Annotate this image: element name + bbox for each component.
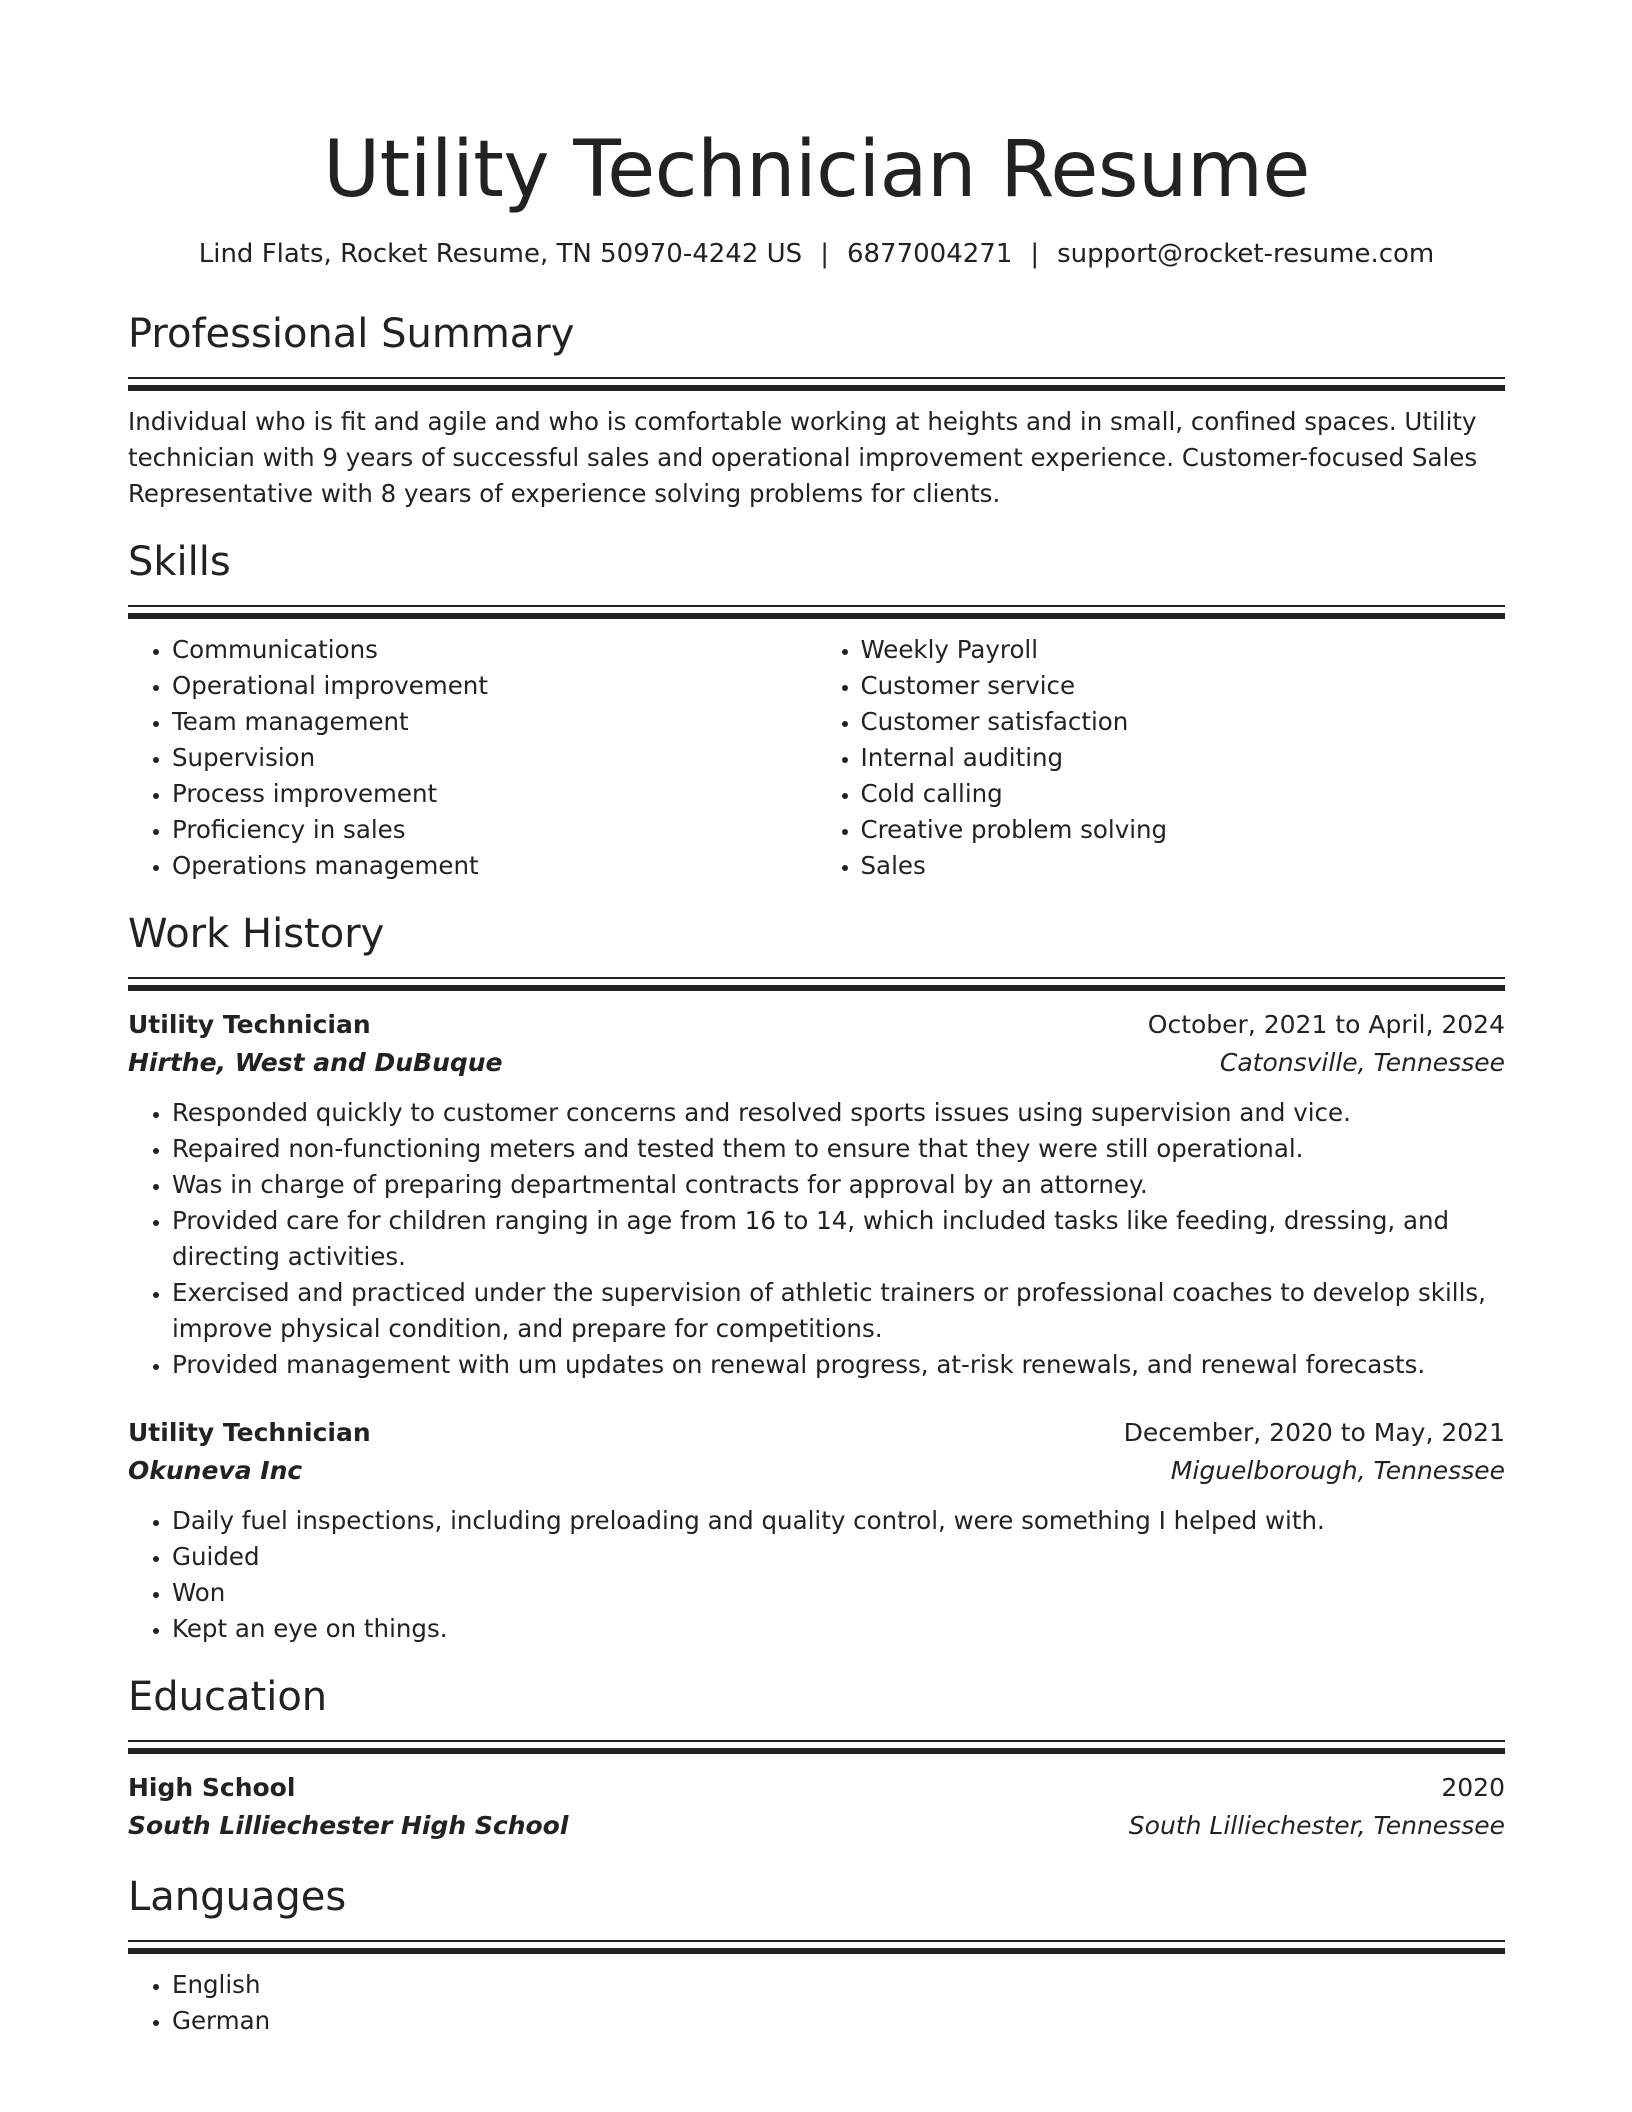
skills-section [128, 538, 1505, 884]
languages-list [128, 1967, 1505, 2039]
skill-item: • Operations management [172, 848, 817, 884]
job-title: Utility Technician [128, 1010, 371, 1039]
education-location: South Lilliechester, Tennessee [1128, 1811, 1505, 1840]
section-rule [128, 1940, 1505, 1954]
job-location: Catonsville, Tennessee [1219, 1048, 1505, 1077]
job-dates: December, 2020 to May, 2021 [1123, 1418, 1505, 1447]
skill-item: • Communications [172, 632, 817, 668]
skill-item: • Internal auditing [861, 740, 1506, 776]
resume-title: Utility Technician Resume [323, 125, 1310, 215]
languages-section [128, 1873, 1505, 2039]
section-rule [128, 1740, 1505, 1754]
job-location: Miguelborough, Tennessee [1170, 1456, 1505, 1485]
section-heading-education: Education [128, 1674, 328, 1720]
job-bullet: • Provided management with um updates on renewal progress, at-risk renewals, and renewal forecasts. [172, 1347, 1505, 1383]
section-rule [128, 605, 1505, 619]
section-rule [128, 977, 1505, 991]
skill-item: • Team management [172, 704, 817, 740]
summary-text: Individual who is fit and agile and who is comfortable working at heights and in small, confined spaces. Utility technician with 9 years of successful sales and operational improvement experience. Customer-focused Sales Representative with 8 years of experience solving problems for clients. [128, 407, 1478, 508]
work-history-section [128, 910, 1505, 1647]
skill-item: • Operational improvement [172, 668, 817, 704]
education-year: 2020 [1441, 1773, 1505, 1802]
job-bullet: • Won [172, 1575, 1505, 1611]
summary-section [128, 310, 1505, 512]
skills-list [128, 632, 1505, 884]
education-entry [128, 1769, 1505, 1845]
language-item: • English [172, 1967, 1505, 2003]
job-bullet: • Kept an eye on things. [172, 1611, 1505, 1647]
education-section [128, 1673, 1505, 1845]
skill-item: • Creative problem solving [861, 812, 1506, 848]
skill-item: • Proficiency in sales [172, 812, 817, 848]
job-bullet: • Daily fuel inspections, including preloading and quality control, were something I helped with. [172, 1503, 1505, 1539]
contact-separator: | [820, 239, 829, 269]
skill-item: • Supervision [172, 740, 817, 776]
section-heading-skills: Skills [128, 539, 231, 585]
job-bullet: • Exercised and practiced under the supervision of athletic trainers or professional coaches to develop skills, improve physical condition, and prepare for competitions. [172, 1275, 1505, 1347]
contact-email[interactable]: support@rocket-resume.com [1057, 239, 1435, 269]
education-school: South Lilliechester High School [128, 1811, 569, 1840]
job-entry [128, 1414, 1505, 1647]
job-bullet: • Was in charge of preparing departmental contracts for approval by an attorney. [172, 1167, 1505, 1203]
skill-item: • Customer satisfaction [861, 704, 1506, 740]
section-rule [128, 377, 1505, 391]
job-bullet: • Guided [172, 1539, 1505, 1575]
language-item: • German [172, 2003, 1505, 2039]
job-bullets [128, 1503, 1505, 1647]
skills-column-right [817, 632, 1506, 884]
job-entry [128, 1006, 1505, 1383]
section-heading-summary: Professional Summary [128, 311, 575, 357]
section-heading-work: Work History [128, 911, 385, 957]
skill-item: • Sales [861, 848, 1506, 884]
skill-item: • Cold calling [861, 776, 1506, 812]
job-bullet: • Responded quickly to customer concerns and resolved sports issues using supervision and vice. [172, 1095, 1505, 1131]
contact-line [128, 236, 1505, 272]
job-bullets [128, 1095, 1505, 1383]
contact-phone: 6877004271 [846, 239, 1013, 269]
job-bullet: • Repaired non-functioning meters and tested them to ensure that they were still operational. [172, 1131, 1505, 1167]
skill-item: • Weekly Payroll [861, 632, 1506, 668]
job-title: Utility Technician [128, 1418, 371, 1447]
skill-item: • Customer service [861, 668, 1506, 704]
job-company: Okuneva Inc [128, 1456, 303, 1485]
section-heading-languages: Languages [128, 1874, 347, 1920]
contact-address: Lind Flats, Rocket Resume, TN 50970-4242 US [198, 239, 803, 269]
job-dates: October, 2021 to April, 2024 [1147, 1010, 1505, 1039]
contact-separator: | [1030, 239, 1040, 269]
job-bullet: • Provided care for children ranging in age from 16 to 14, which included tasks like feeding, dressing, and directing activities. [172, 1203, 1505, 1275]
skill-item: • Process improvement [172, 776, 817, 812]
skills-column-left [128, 632, 817, 884]
job-company: Hirthe, West and DuBuque [128, 1048, 503, 1077]
education-degree: High School [128, 1773, 296, 1802]
